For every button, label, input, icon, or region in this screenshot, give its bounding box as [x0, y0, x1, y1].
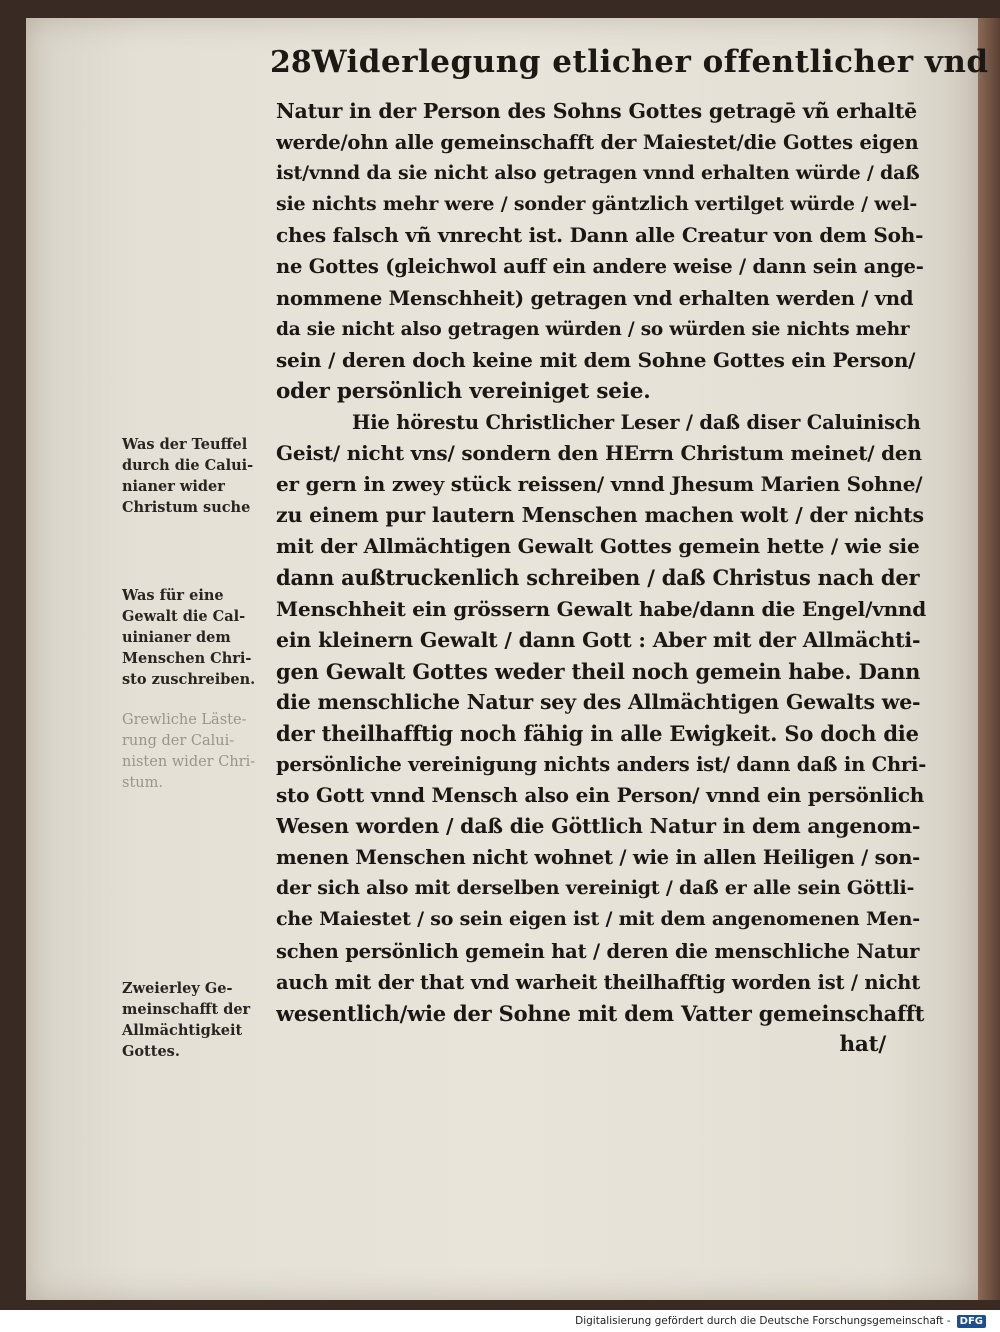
text-line: ne Gottes (gleichwol auff ein andere weise / dann sein ange- — [276, 255, 924, 279]
text-line: ist/vnnd da sie nicht also getragen vnnd erhalten würde / daß — [276, 162, 920, 185]
text-line: er gern in zwey stück reissen/ vnnd Jhesum Marien Sohne/ — [276, 472, 923, 497]
text-line: wesentlich/wie der Sohne mit dem Vatter gemeinschafft — [276, 1000, 925, 1026]
text-line: der theilhafftig noch fähig in alle Ewigkeit. So doch die — [276, 720, 919, 746]
text-line: sein / deren doch keine mit dem Sohne Gottes ein Person/ — [276, 347, 916, 372]
text-line: nommene Menschheit) getragen vnd erhalten werden / vnd — [276, 286, 914, 310]
margin-note-line: uinianer dem — [122, 629, 231, 646]
margin-note-line: Menschen Chri- — [122, 650, 252, 667]
margin-note — [122, 434, 272, 518]
margin-note — [122, 978, 272, 1062]
text-line: persönliche vereinigung nichts anders ist/ dann daß in Chri- — [276, 752, 926, 776]
margin-note-line: Gottes. — [122, 1043, 180, 1060]
margin-note-line: Was für eine — [122, 587, 224, 604]
text-line: dann außtruckenlich schreiben / daß Christus nach der — [276, 565, 920, 591]
margin-note-line: Was der Teuffel — [122, 436, 248, 453]
catchword: hat/ — [839, 1031, 886, 1057]
margin-note-line: sto zuschreiben. — [122, 671, 256, 688]
text-line: sie nichts mehr were / sonder gäntzlich vertilget würde / wel- — [276, 193, 918, 216]
funding-credit: Digitalisierung gefördert durch die Deutsche Forschungsgemeinschaft - — [575, 1315, 951, 1327]
margin-note-line: Zweierley Ge- — [122, 980, 233, 997]
margin-note-line: Allmächtigkeit — [122, 1022, 243, 1039]
text-line: che Maiestet / so sein eigen ist / mit dem angenomenen Men- — [276, 908, 920, 931]
paragraph-start-line: Hie hörestu Christlicher Leser / daß diser Caluinisch — [352, 410, 921, 434]
text-line: menen Menschen nicht wohnet / wie in allen Heiligen / son- — [276, 846, 921, 870]
margin-note-line: rung der Calui- — [122, 733, 235, 749]
text-line: Wesen worden / daß die Göttlich Natur in dem angenom- — [276, 814, 921, 839]
margin-note-line: Gewalt die Cal- — [122, 608, 246, 625]
text-line: mit der Allmächtigen Gewalt Gottes gemein hette / wie sie — [276, 534, 920, 559]
text-line: da sie nicht also getragen würden / so würden sie nichts mehr — [276, 318, 910, 340]
body-text — [276, 96, 926, 1060]
dfg-logo: DFG — [957, 1315, 986, 1328]
text-line: ein kleinern Gewalt / dann Gott : Aber mit der Allmächti- — [276, 627, 921, 652]
text-line: der sich also mit derselben vereinigt / daß er alle sein Göttli- — [276, 877, 915, 900]
page-edge — [978, 18, 1000, 1300]
text-line: schen persönlich gemein hat / deren die menschliche Natur — [276, 939, 920, 963]
margin-note-line: Grewliche Läste- — [122, 712, 247, 728]
text-line: Menschheit ein grössern Gewalt habe/dann die Engel/vnnd — [276, 596, 926, 621]
margin-note-line: stum. — [122, 775, 163, 791]
margin-note — [122, 710, 272, 794]
text-line: Natur in der Person des Sohns Gottes getragē vñ erhaltē — [276, 99, 918, 123]
text-line: oder persönlich vereiniget seie. — [276, 378, 651, 404]
text-line: gen Gewalt Gottes weder theil noch gemein habe. Dann — [276, 658, 921, 684]
text-line: auch mit der that vnd warheit theilhafftig worden ist / nicht — [276, 970, 921, 994]
running-title: Widerlegung etlicher offentlicher vnd — [311, 44, 989, 80]
margin-note-line: nisten wider Chri- — [122, 754, 256, 770]
text-line: Geist/ nicht vns/ sondern den HErrn Christum meinet/ den — [276, 441, 922, 466]
margin-note-line: Christum suche — [122, 499, 251, 516]
margin-note — [122, 585, 272, 690]
margin-note-line: nianer wider — [122, 478, 225, 495]
page-number: 28 — [270, 45, 312, 80]
page-header — [270, 44, 989, 92]
text-line: werde/ohn alle gemeinschafft der Maiestet/die Gottes eigen — [276, 131, 919, 155]
footer-bar — [0, 1310, 1000, 1332]
text-line: sto Gott vnnd Mensch also ein Person/ vnnd ein persönlich — [276, 783, 925, 808]
margin-note-line: meinschafft der — [122, 1001, 251, 1018]
text-line: zu einem pur lautern Menschen machen wolt / der nichts — [276, 503, 924, 528]
text-line: die menschliche Natur sey des Allmächtigen Gewalts we- — [276, 689, 921, 714]
margin-note-line: durch die Calui- — [122, 457, 254, 474]
text-line: ches falsch vñ vnrecht ist. Dann alle Creatur von dem Soh- — [276, 223, 924, 248]
